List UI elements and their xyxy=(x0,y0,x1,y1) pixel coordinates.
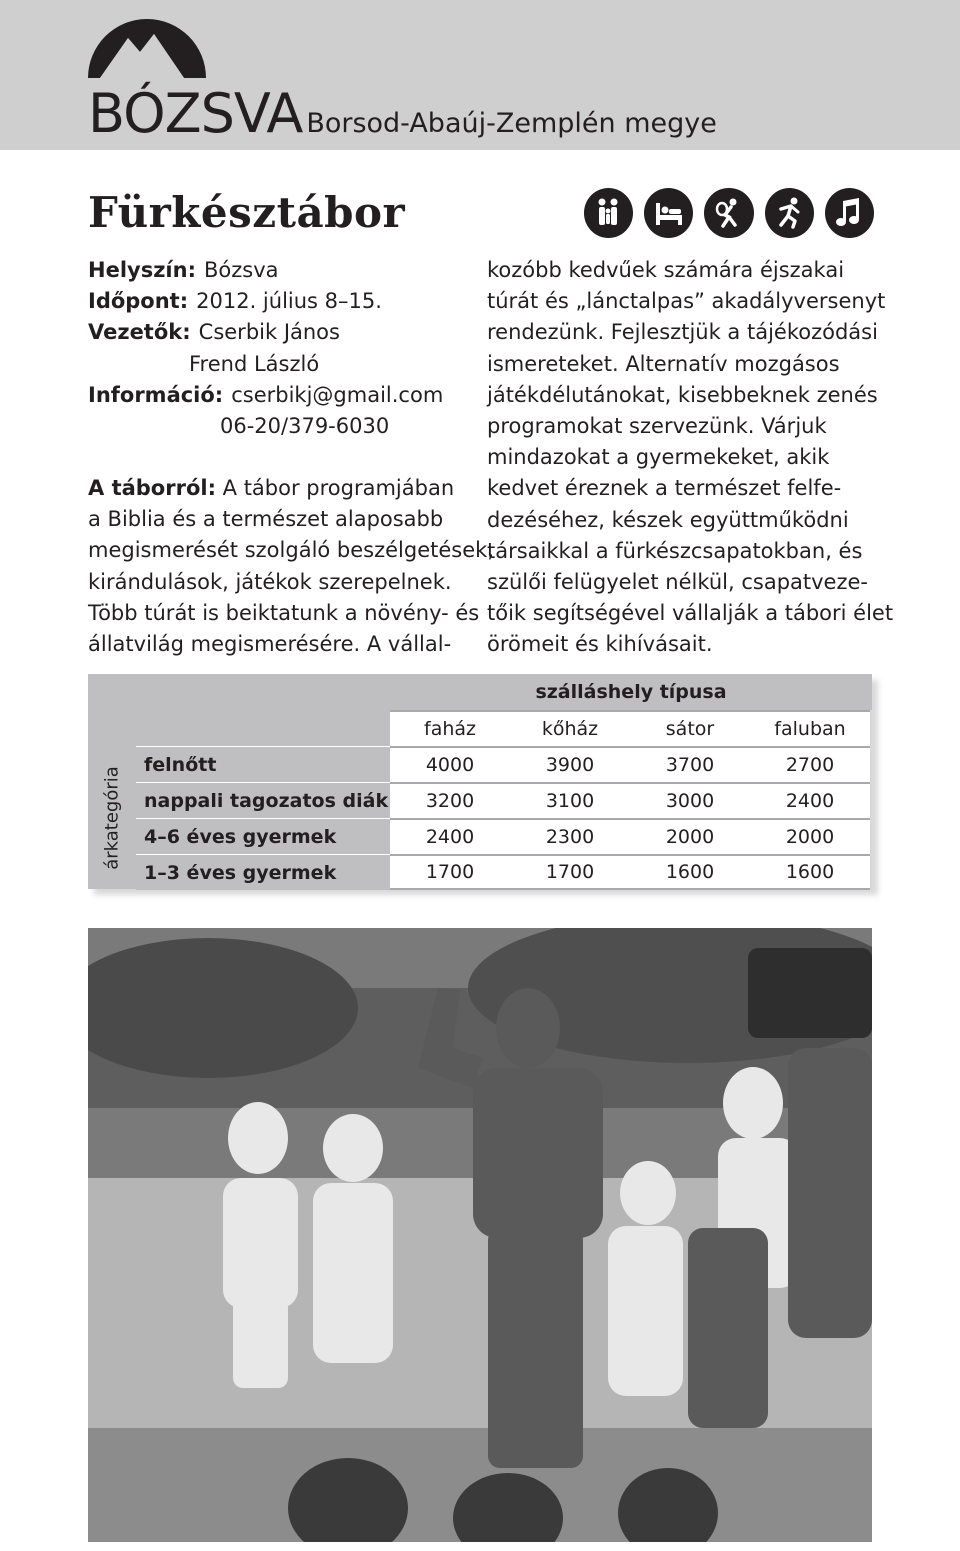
about-line: örömeit és kihívásait. xyxy=(487,632,713,657)
column-header: faház xyxy=(390,710,510,746)
price-category-label: árkategória xyxy=(101,765,123,870)
about-line: kedvet éreznek a természet felfe- xyxy=(487,476,842,501)
date-row xyxy=(88,286,468,317)
price-row-label: felnőtt xyxy=(136,746,390,782)
camp-photo xyxy=(88,928,872,1542)
location-row xyxy=(88,255,468,286)
price-table xyxy=(88,674,872,889)
price-cell: 2400 xyxy=(390,818,510,854)
about-line: mindazokat a gyermekeket, akik xyxy=(487,445,830,470)
price-cell: 3200 xyxy=(390,782,510,818)
hiking-icon xyxy=(704,188,753,238)
family-icon xyxy=(584,188,633,238)
about-line: programokat szervezünk. Várjuk xyxy=(487,414,827,439)
price-cell: 3100 xyxy=(510,782,630,818)
leader-1: Cserbik János xyxy=(198,320,340,345)
about-line: a Biblia és a természet alaposabb xyxy=(88,507,444,532)
price-cell: 2400 xyxy=(750,782,870,818)
price-cell: 3700 xyxy=(630,746,750,782)
email-link[interactable]: cserbikj@gmail.com xyxy=(231,382,444,407)
camp-info xyxy=(88,255,468,442)
about-line xyxy=(88,473,473,504)
place-heading xyxy=(88,82,717,145)
price-category-side xyxy=(88,746,136,889)
bed-icon xyxy=(644,188,693,238)
column-header: kőház xyxy=(510,710,630,746)
location-value: Bózsva xyxy=(203,258,279,282)
column-header: faluban xyxy=(750,710,870,746)
about-line: kozóbb kedvűek számára éjszakai xyxy=(487,258,845,282)
leader-2: Frend László xyxy=(189,351,320,376)
music-icon xyxy=(825,188,874,238)
camp-photo-image xyxy=(88,928,872,1542)
about-line: túrát és „lánctalpas” akadályversenyt xyxy=(487,289,886,314)
about-line-text: A tábor programjában xyxy=(222,476,455,500)
price-cell: 1700 xyxy=(510,854,630,890)
accommodation-type-header: szálláshely típusa xyxy=(390,674,872,710)
contact-row xyxy=(88,380,468,411)
activity-icons xyxy=(584,188,874,238)
about-line: játékdélutánokat, kisebbeknek zenés xyxy=(487,382,878,407)
phone-number: 06-20/379-6030 xyxy=(220,414,390,439)
about-left-column xyxy=(88,473,494,660)
leaders-label: Vezetők: xyxy=(88,320,191,345)
mountain-logo-icon xyxy=(84,8,210,86)
price-cell: 4000 xyxy=(390,746,510,782)
table-corner xyxy=(88,674,390,746)
about-line: szülői felügyelet nélkül, csapatveze- xyxy=(487,570,868,595)
price-cell: 2000 xyxy=(750,818,870,854)
about-right-column xyxy=(487,255,894,661)
running-icon xyxy=(765,188,814,238)
price-cell: 1700 xyxy=(390,854,510,890)
leader-2-row xyxy=(88,349,468,380)
about-line: kirándulások, játékok szerepelnek. xyxy=(88,569,452,594)
date-value: 2012. július 8–15. xyxy=(196,289,382,314)
about-label: A táborról: xyxy=(88,476,216,500)
price-cell: 1600 xyxy=(750,854,870,890)
about-line: megismerését szolgáló beszélgetések, xyxy=(88,538,494,563)
about-line: ismereteket. Alternatív mozgásos xyxy=(487,351,840,376)
place-name: BÓZSVA xyxy=(88,82,303,145)
date-label: Időpont: xyxy=(88,289,189,314)
phone-row xyxy=(88,411,468,442)
price-row-label: nappali tagozatos diák xyxy=(136,782,390,818)
price-cell: 2300 xyxy=(510,818,630,854)
about-line: Több túrát is beiktatunk a növény- és xyxy=(88,600,480,625)
contact-label: Információ: xyxy=(88,382,224,407)
column-header: sátor xyxy=(630,710,750,746)
about-line: állatvilág megismerésére. A vállal- xyxy=(88,632,452,657)
county-name: Borsod-Abaúj-Zemplén megye xyxy=(306,108,717,139)
about-line: dezéséhez, készek együttműködni xyxy=(487,507,849,532)
price-cell: 1600 xyxy=(630,854,750,890)
about-line: rendezünk. Fejlesztjük a tájékozódási xyxy=(487,320,878,345)
about-line: tőik segítségével vállalják a tábori élet xyxy=(487,601,894,626)
price-cell: 3000 xyxy=(630,782,750,818)
price-row-label: 4–6 éves gyermek xyxy=(136,818,390,854)
header-band xyxy=(0,0,960,150)
location-label: Helyszín: xyxy=(88,258,196,282)
camp-title: Fürkésztábor xyxy=(88,188,406,237)
price-cell: 2700 xyxy=(750,746,870,782)
price-cell: 3900 xyxy=(510,746,630,782)
price-cell: 2000 xyxy=(630,818,750,854)
price-row-label: 1–3 éves gyermek xyxy=(136,854,390,890)
leaders-row xyxy=(88,317,468,348)
about-line: társaikkal a fürkészcsapatokban, és xyxy=(487,538,863,563)
